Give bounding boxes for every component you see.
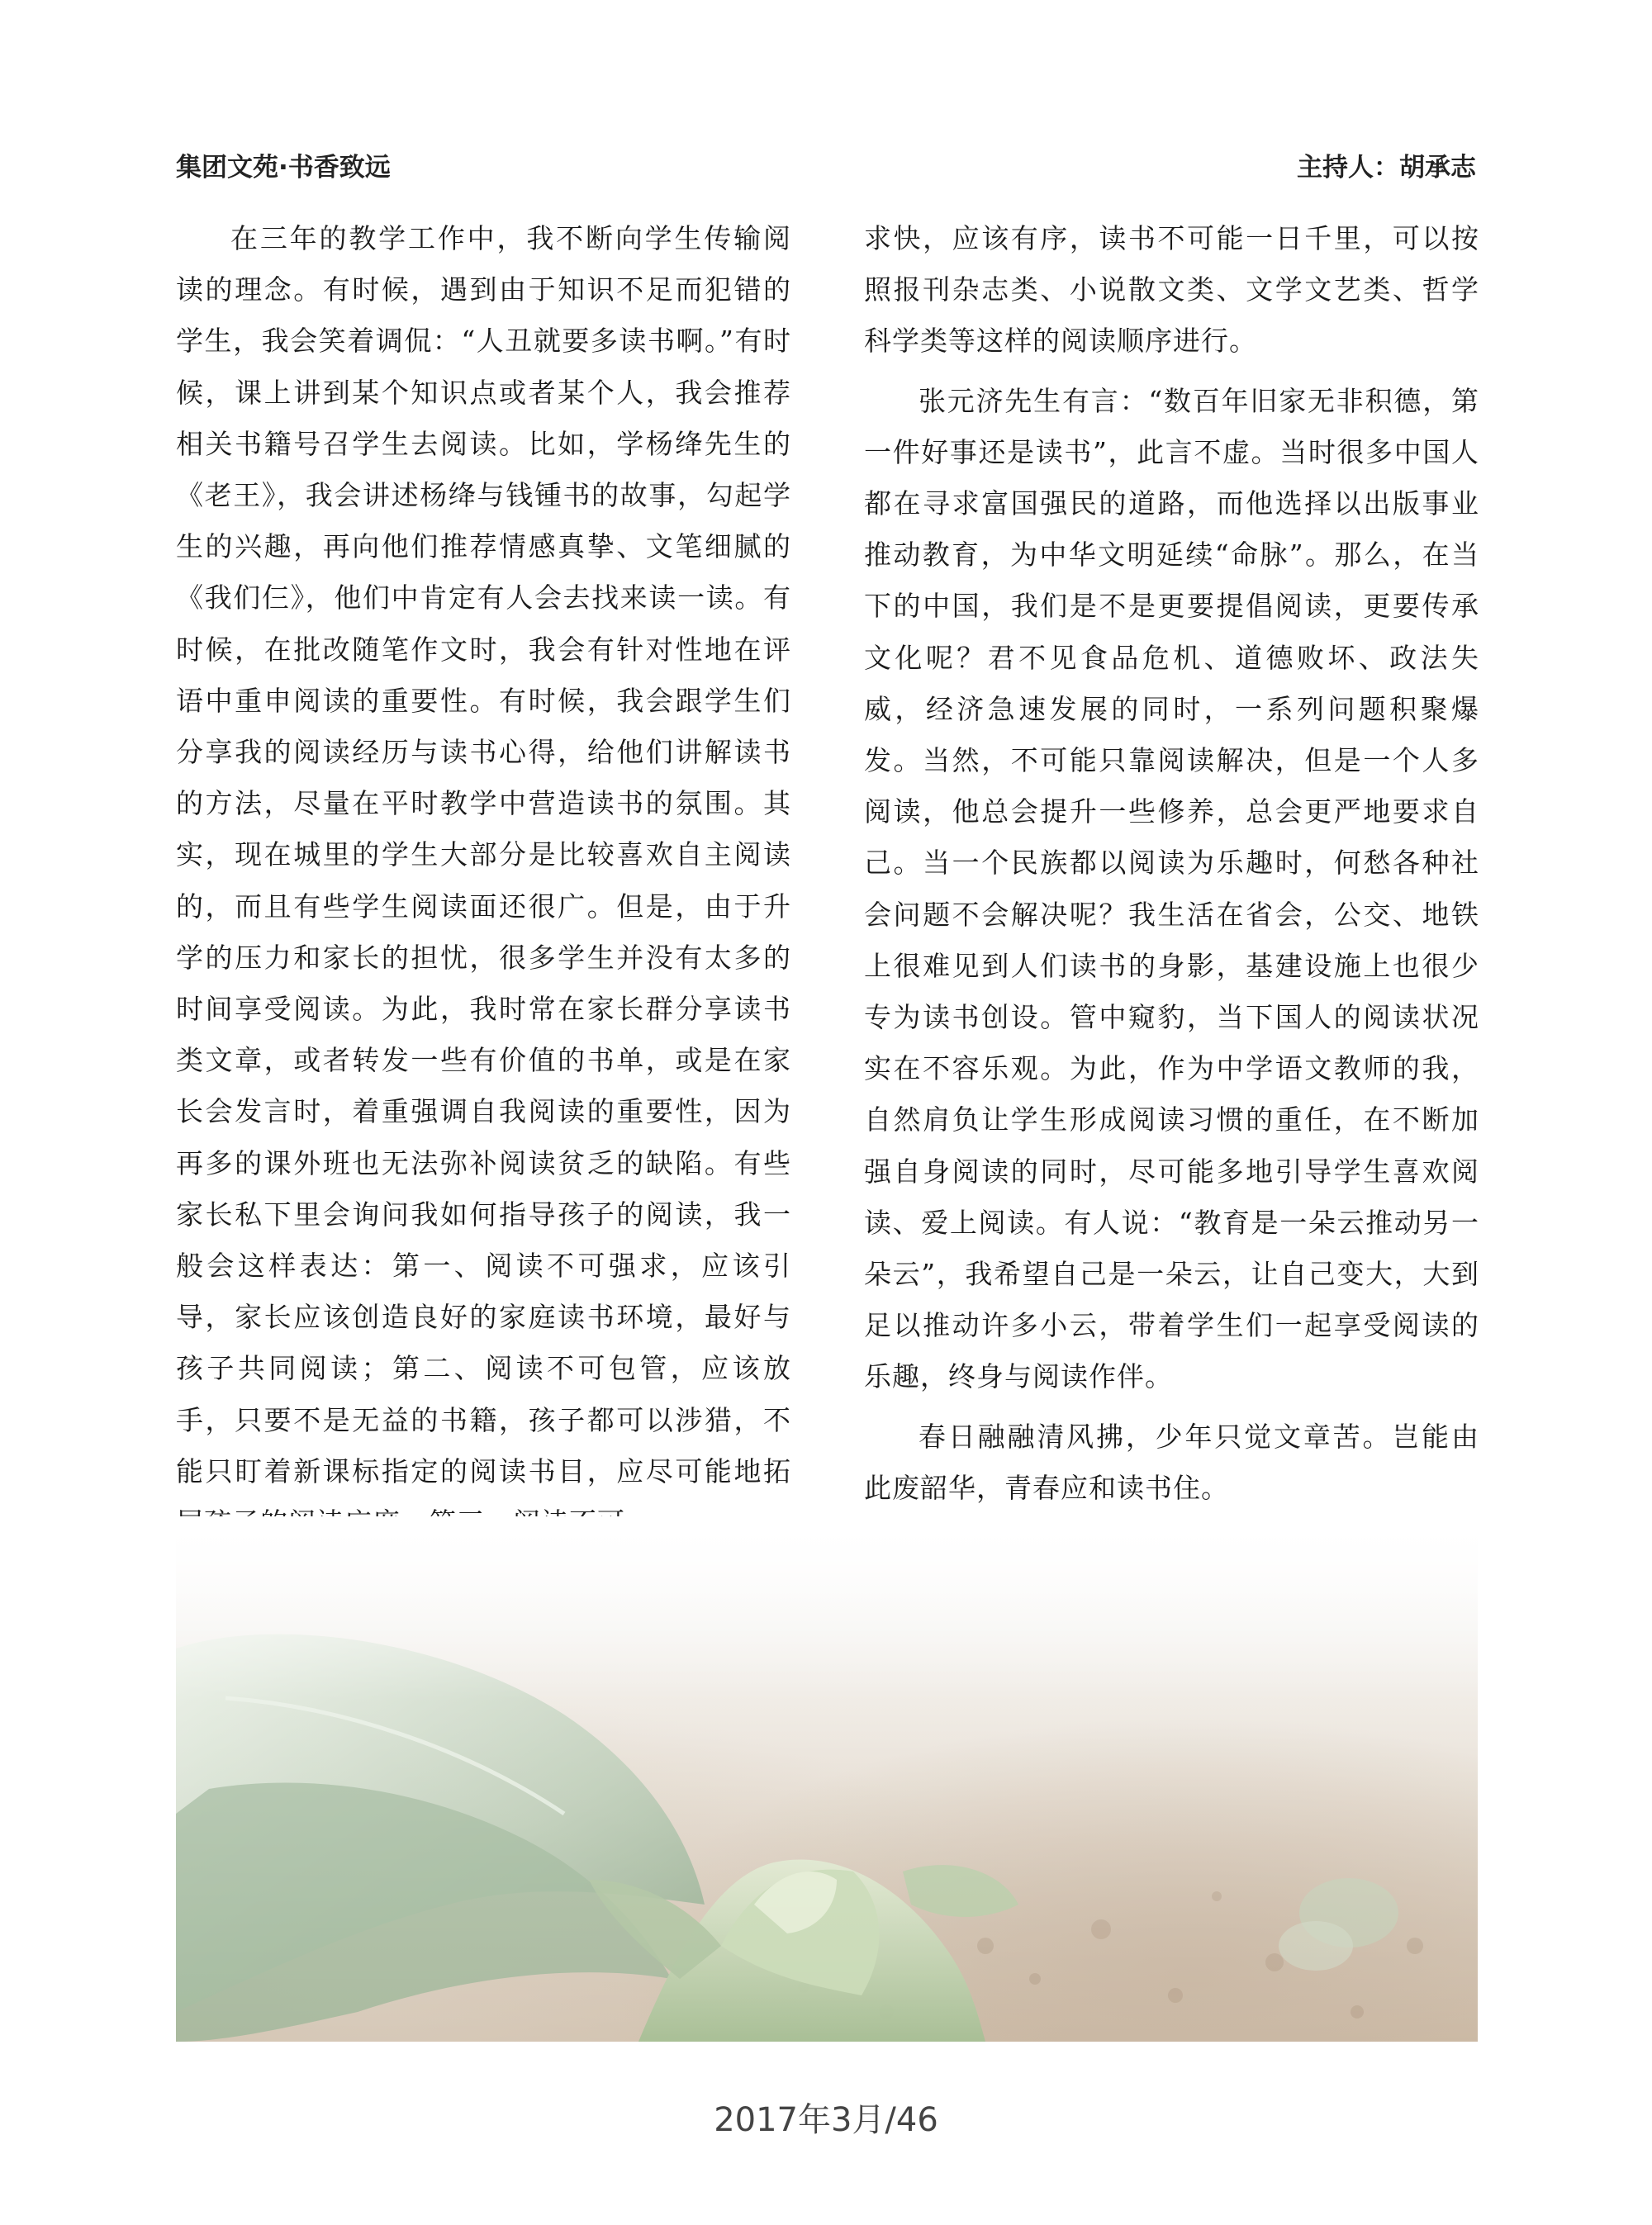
plant-photo	[176, 1516, 1478, 2042]
paragraph: 张元济先生有言：“数百年旧家无非积德，第一件好事还是读书”，此言不虚。当时很多中国人都在寻求富国强民的道路，而他选择以出版事业推动教育，为中华文明延续“命脉”。那么，在当下的中国，我们是不是更要提倡阅读，更要传承文化呢？君不见食品危机、道德败坏、政法失威，经济急速发展的同时，一系列问题积聚爆发。当然，不可能只靠阅读解决，但是一个人多阅读，他总会提升一些修养，总会更严地要求自己。当一个民族都以阅读为乐趣时，何愁各种社会问题不会解决呢？我生活在省会，公交、地铁上很难见到人们读书的身影，基建设施上也很少专为读书创设。管中窥豹，当下国人的阅读状况实在不容乐观。为此，作为中学语文教师的我，自然肩负让学生形成阅读习惯的重任，在不断加强自身阅读的同时，尽可能多地引导学生喜欢阅读、爱上阅读。有人说：“教育是一朵云推动另一朵云”，我希望自己是一朵云，让自己变大，大到足以推动许多小云，带着学生们一起享受阅读的乐趣，终身与阅读作伴。	[864, 384, 1479, 1393]
plant-illustration	[176, 1516, 1478, 2042]
paragraph: 春日融融清风拂，少年只觉文章苦。岂能由此废韶华，青春应和读书住。	[864, 1420, 1479, 1504]
left-column	[176, 213, 791, 1557]
page-number: 2017年3月/46	[714, 2101, 938, 2139]
right-column	[864, 213, 1479, 1522]
paragraph: 在三年的教学工作中，我不断向学生传输阅读的理念。有时候，遇到由于知识不足而犯错的学生，我会笑着调侃：“人丑就要多读书啊。”有时候，课上讲到某个知识点或者某个人，我会推荐相关书籍号召学生去阅读。比如，学杨绛先生的《老王》，我会讲述杨绛与钱锺书的故事，勾起学生的兴趣，再向他们推荐情感真挚、文笔细腻的《我们仨》，他们中肯定有人会去找来读一读。有时候，在批改随笔作文时，我会有针对性地在评语中重申阅读的重要性。有时候，我会跟学生们分享我的阅读经历与读书心得，给他们讲解读书的方法，尽量在平时教学中营造读书的氛围。其实，现在城里的学生大部分是比较喜欢自主阅读的，而且有些学生阅读面还很广。但是，由于升学的压力和家长的担忧，很多学生并没有太多的时间享受阅读。为此，我时常在家长群分享读书类文章，或者转发一些有价值的书单，或是在家长会发言时，着重强调自我阅读的重要性，因为再多的课外班也无法弥补阅读贫乏的缺陷。有些家长私下里会询问我如何指导孩子的阅读，我一般会这样表达：第一、阅读不可强求，应该引导，家长应该创造良好的家庭读书环境，最好与孩子共同阅读；第二、阅读不可包管，应该放手，只要不是无益的书籍，孩子都可以涉猎，不能只盯着新课标指定的阅读书目，应尽可能地拓	[176, 222, 791, 1487]
paragraph-continuation: 求快，应该有序，读书不可能一日千里，可以按照报刊杂志类、小说散文类、文学文艺类、哲学科学类等这样的阅读顺序进行。	[864, 222, 1479, 358]
section-title: 集团文苑·书香致远	[176, 153, 391, 183]
host-name: 主持人：胡承志	[1297, 153, 1476, 183]
